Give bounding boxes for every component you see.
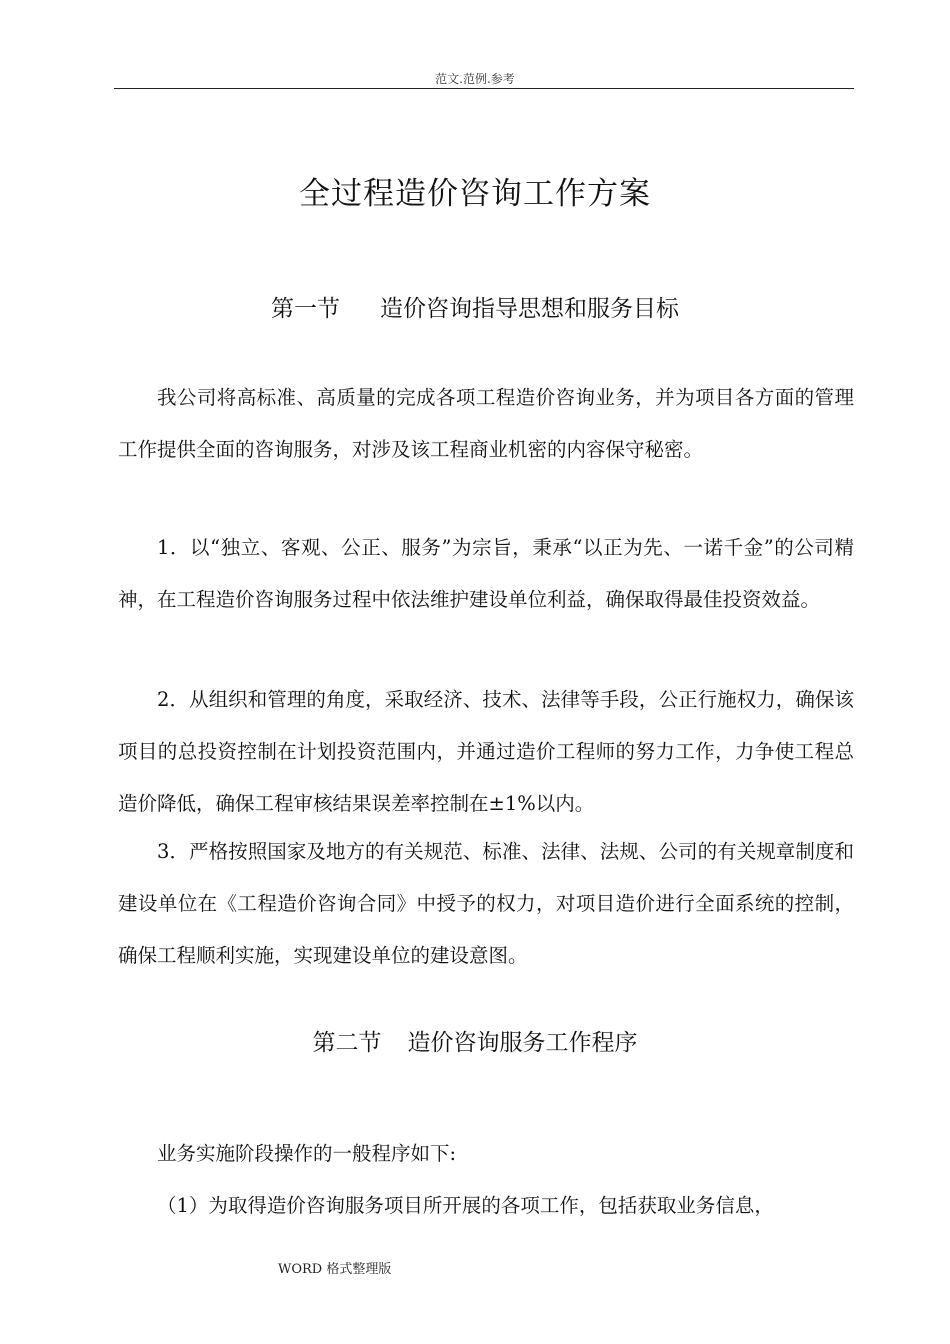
document-title: 全过程造价咨询工作方案 [299,176,651,212]
paragraph: 我公司将高标准、高质量的完成各项工程造价咨询业务，并为项目各方面的管理工作提供全面的咨询服务，对涉及该工程商业机密的内容保守秘密。 [118,386,854,461]
header-divider [114,88,854,89]
paragraph: 2．从组织和管理的角度，采取经济、技术、法律等手段，公正行施权力，确保该项目的总投资控制在计划投资范围内，并通过造价工程师的努力工作，力争使工程总造价降低，确保工程审核结果误差率控制在±1%以内。 [118,688,854,815]
paragraph: 3．严格按照国家及地方的有关规范、标准、法律、法规、公司的有关规章制度和建设单位在《工程造价咨询合同》中授予的权力，对项目造价进行全面系统的控制，确保工程顺利实施，实现建设单位的建设意图。 [118,840,854,967]
paragraph: 1．以“独立、客观、公正、服务”为宗旨，秉承“以正为先、一诺千金”的公司精神，在工程造价咨询服务过程中依法维护建设单位利益，确保取得最佳投资效益。 [118,536,854,611]
section-number: 第一节 [271,296,340,322]
paragraph: （1）为取得造价咨询服务项目所开展的各项工作，包括获取业务信息， [157,1194,774,1217]
paragraph: 业务实施阶段操作的一般程序如下: [157,1142,457,1165]
header-text: 范文.范例.参考 [435,72,515,86]
section-title: 造价咨询指导思想和服务目标 [380,296,679,322]
section-heading-2 [0,1024,950,1057]
section-title: 造价咨询服务工作程序 [407,1030,638,1056]
section-heading-1 [0,290,950,323]
section-number: 第二节 [312,1030,382,1056]
page-footer: WORD 格式整理版 [278,1262,392,1277]
